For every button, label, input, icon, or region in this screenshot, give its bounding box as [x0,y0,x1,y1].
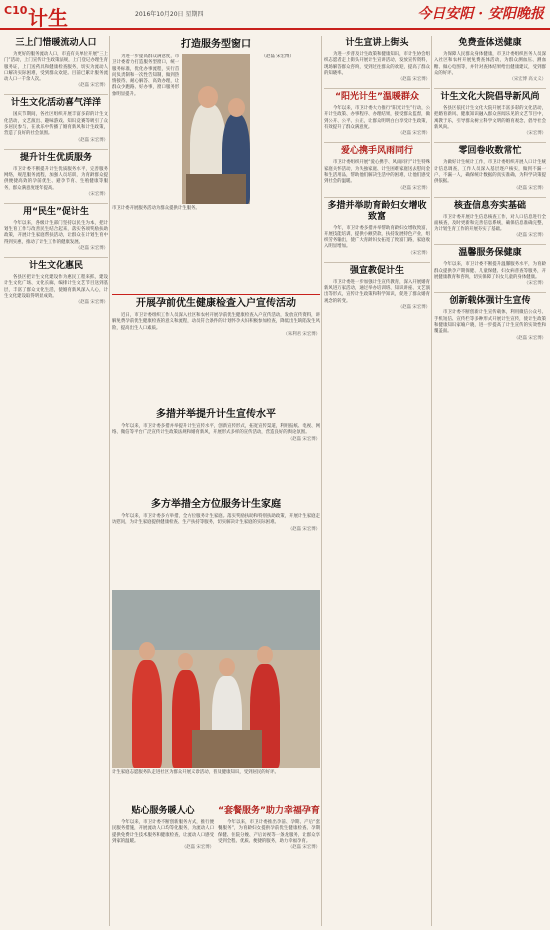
article [4,38,108,89]
article-byline: （赵磊 宋宏博） [287,436,320,442]
middle-photo-block [112,590,320,800]
masthead [0,0,550,30]
article-title: 开展孕前优生健康检查入户宣传活动 [136,298,296,309]
article-body: 今年以来，市卫计委不断提升温馨服务水平，为育龄群众提供孕产期保健、儿童保健、妇女病普查等服务，开展健康教育和咨询，切实保障了妇女儿童的身体健康。 [434,262,546,281]
middle-bottom [112,804,320,926]
article-body: 今年以来，各级计生部门坚持以民生为本，把计划生育工作与改善民生结合起来，落实各项奖励扶助政策，开展计生家庭帮扶活动，让群众在计划生育中得到实惠，推动了计生工作的健康发展。 [4,220,108,245]
article-body: 为更好的服务流动人口，市直有关单位开展“三上门”活动，上门宣传计生政策法规，上门登记办理生育服务证，上门送药具和健康检查服务，切实为流动人口解决实际困难，受到群众欢迎。目前已累计服务流动人口一千余人次。 [4,52,108,83]
article-title: 贴心服务暖人心 [131,806,195,816]
photo-service-window [182,54,249,204]
divider [434,88,546,89]
article-byline: （赵磊 宋宏博） [75,137,108,143]
article-title: 零回卷收数常忙 [458,146,522,157]
divider [434,292,546,293]
article-title: 创新载体强计生宣传 [449,296,531,307]
photo-caption: 计生家庭志愿服务队走进社区为群众开展义诊活动，普及健康知识，受到居民的好评。 [112,770,279,775]
article-byline: （宋宏博） [524,281,546,287]
article-title: 计生宣讲上街头 [345,38,409,48]
article-body: 今年以来，市卫计委多方举措，全方位服务计生家庭。落实奖励扶助和特别扶助政策，开展计生家庭走访慰问，为计生家庭提供健康检查、生产扶持等服务，切实解决计生家庭的实际困难。 [112,514,320,526]
divider [324,142,430,143]
article [434,201,546,240]
article [324,266,430,311]
article-byline: （赵磊 宋宏博） [513,233,546,239]
divider [434,142,546,143]
article [324,201,430,257]
article-body: 今年以来，市卫计委多措并举提升计生宣传水平，创新宣传形式，拓宽宣传渠道，利用报纸、电视、网络、微信等平台广泛宣传计生政策法规和婚育新风，开展形式多样的宣传活动，营造良好的舆论氛围。 [112,424,320,436]
article-byline: （赵磊 宋宏博） [397,185,430,191]
article-byline: （赵磊 宋宏博） [75,246,108,252]
article [434,146,546,191]
article-title: 计生文化活动喜气洋洋 [10,98,101,109]
article-byline: （赵磊 宋宏博） [513,185,546,191]
column-rule [109,36,110,926]
article-byline: （赵磊 宋宏博） [75,83,108,89]
article-body: 市卫计委组织开展“爱心携手、风雨同行”计生特殊家庭关怀活动，为失独家庭、计生困难家庭送去慰问金和生活用品，帮助他们解决生活中的困难，让他们感受到社会的温暖。 [324,160,430,185]
photo-volunteers [112,590,320,768]
divider [4,94,108,95]
middle-top [112,36,320,288]
article-byline: （赵磊 宋宏博） [287,526,320,532]
article [218,804,320,851]
article [324,38,430,83]
article [112,804,214,851]
article [4,153,108,198]
article [434,248,546,287]
article-title: “阳光计生”温暖群众 [335,92,419,103]
article [4,261,108,306]
middle-article-4 [112,496,320,586]
article [4,98,108,143]
divider [324,197,430,198]
divider [434,244,546,245]
page-number: C10 [4,4,28,17]
article-byline: （赵磊 宋宏博） [397,304,430,310]
article-byline: （赵磊 宋宏博） [181,845,214,851]
column-left [4,36,108,926]
article-body: 为保障人民群众身体健康，市卫计委组织医务人员深入社区和农村开展免费查体活动，为群众测血压、测血糖、做心电图等，并针对查体结果给出健康建议，受到群众的好评。 [434,52,546,76]
article [324,92,430,137]
article-body: 为进一步普及计生政策和健康知识，市计生协会组织志愿者走上街头开展计生宣讲活动，发放宣传资料，现场解答群众咨询，受到过往群众的欢迎，提高了群众的知晓率。 [324,52,430,76]
divider [4,257,108,258]
article-title: 计生文化大院倡导新风尚 [440,92,540,103]
article [4,207,108,252]
article-byline: （赵磊 宋宏博） [75,300,108,306]
article-body-continued: （赵磊 宋宏博） [261,54,294,59]
article-byline: （赵磊 宋宏博） [287,845,320,851]
article-body: 今年以来，市卫计委不断创新服务方式，推行便民服务措施，开展流动人口均等化服务，为流动人口提供免费计生技术服务和健康检查，让流动人口感受到家的温暖。 [112,820,214,844]
article-title: 多方举措全方位服务计生家庭 [151,499,281,510]
article-byline: （赵磊 宋宏博） [397,77,430,83]
article-title: 多措并举助育龄妇女增收致富 [327,200,427,222]
article-title: 温馨服务保健康 [458,248,522,259]
section-title: 计生 [28,6,68,30]
article-title: 爱心携手风雨同行 [340,146,413,157]
column-rule [431,36,432,926]
article-body: 市卫计委开展计生信息核查工作，对人口信息进行全面核查，及时更新和完善信息系统，确保信息准确完整，为计划生育工作的开展夯实了基础。 [434,214,546,233]
article-title: 三上门惜暖流动人口 [15,38,97,48]
article-byline: （宋宏博） [524,131,546,137]
article-title: 用“民生”促计生 [23,206,89,217]
article-title: 免费查体送健康 [458,38,522,48]
article-title: 多措并举提升计生宣传水平 [156,409,276,420]
article-body: 近日，市卫计委组织工作人员深入社区和农村开展孕前优生健康检查入户宣传活动，发放宣传资料，讲解免费孕前优生健康检查的意义和流程，动员符合条件的计划怀孕夫妇积极参加检查，降低出生缺陷发生风险，提高出生人口素质。 [112,313,320,331]
article-title: 强宣教促计生 [349,265,404,276]
article-title: “套餐服务”助力幸福孕育 [218,806,320,816]
divider [324,88,430,89]
article [324,146,430,191]
divider [434,197,546,198]
article-body: 各县区依托计生文化大院开展丰富多彩的文化活动，把婚育新风、健康知识融入群众喜闻乐见的文艺节目中，寓教于乐，引导群众树立科学文明的婚育观念，倡导社会新风尚。 [434,106,546,131]
article-byline: （宋宏博 高文义） [509,77,546,83]
article-title: 计生文化惠民 [28,261,83,272]
article-body: 市卫计委不断创新计生宣传载体，利用微信公众号、手机短信、宣传栏等多种形式开展计生宣传，使计生政策和健康知识家喻户晓，进一步提高了计生宣传的实效性和覆盖面。 [434,310,546,335]
column-rule [321,36,322,926]
article [434,38,546,83]
article-body: 为进一步提高群众满意度，市卫计委着力打造服务型窗口，统一服务标准，优化办事流程，实行首问负责制和一次性告知制，做到热情接待、耐心解答、高效办理，让群众少跑路、好办事，窗口服务形象明显提升。 [112,54,180,97]
article-body: 市卫计委进一步加强计生宣传教育，深入开展婚育新风进万家活动，通过举办培训班、知识讲座、文艺演出等形式，宣传计生政策和科学知识，促进了群众婚育观念的转变。 [324,279,430,304]
article-body: 国庆节期间，各社区组织开展丰富多彩的计生文化活动，文艺演出、趣味游戏、知识竞赛等吸引了众多居民参与，在欢乐中传播了婚育新风和计生政策，营造了良好的社会氛围。 [4,112,108,137]
article [434,296,546,341]
issue-date: 2016年10月20日 星期四 [135,11,204,18]
article-body: 各县区把计生文化建设作为惠民工程来抓，建设计生文化广场、文化长廊，编排计生文艺节目送到基层，丰富了群众文化生活，使婚育新风深入人心，计生文化建设取得明显成效。 [4,275,108,299]
photo-caption: 市卫计委开展服务活动为群众提供计生服务。 [112,206,200,211]
article-byline: （宋宏博） [86,191,108,197]
article-byline: （赵磊 宋宏博） [513,335,546,341]
article-body: 为做好计生统计工作，市卫计委组织开展人口计生统计信息调查，工作人员深入基层逐户核实，做到不漏一户、不漏一人，确保统计数据的真实准确，为科学决策提供依据。 [434,160,546,185]
article [434,92,546,137]
article-byline: （朱利君 宋宏博） [283,331,320,337]
divider [324,262,430,263]
divider [4,149,108,150]
article-body: 今年，市卫计委多措并举帮助育龄妇女增收致富，开展技能培训，提供小额贷款，扶持发展特色产业，组织劳务输出，使广大育龄妇女拓宽了致富门路，家庭收入明显增加。 [324,225,430,250]
article-byline: （赵磊 宋宏博） [397,131,430,137]
article [112,54,320,204]
article-title: 核查信息夯实基础 [453,200,526,211]
article-title: 提升计生优质服务 [19,152,92,163]
column-center-right [324,36,430,926]
divider [112,294,320,295]
column-right [434,36,546,926]
article-byline: （宋宏博） [408,250,430,256]
article-title: 打造服务型窗口 [181,39,251,50]
article-body: 今年以来，市卫计委大力推行“阳光计生”行动，公开计生政策、办事程序、办理结果，接受群众监督，做到公开、公平、公正，让群众明明白白享受计生政策，有效提升了群众满意度。 [324,106,430,131]
article-body: 市卫计委不断提升计生优质服务水平，完善服务网络，规范服务流程，加强人员培训，为育龄群众提供便捷高效的孕前优生、避孕节育、生殖健康等服务，群众满意度逐年提高。 [4,166,108,191]
divider [4,203,108,204]
middle-article-2 [112,292,320,402]
newspaper-logo: 今日安阳 · 安阳晚报 [417,6,544,22]
middle-article-3 [112,406,320,492]
article-body: 今年以来，市卫计委推出孕前、孕期、产后“套餐服务”，为育龄妇女提供孕前优生健康检查、孕期保健、住院分娩、产后访视等一条龙服务，让群众享受到全程、优质、便捷的服务，助力幸福孕育。 [218,820,320,844]
